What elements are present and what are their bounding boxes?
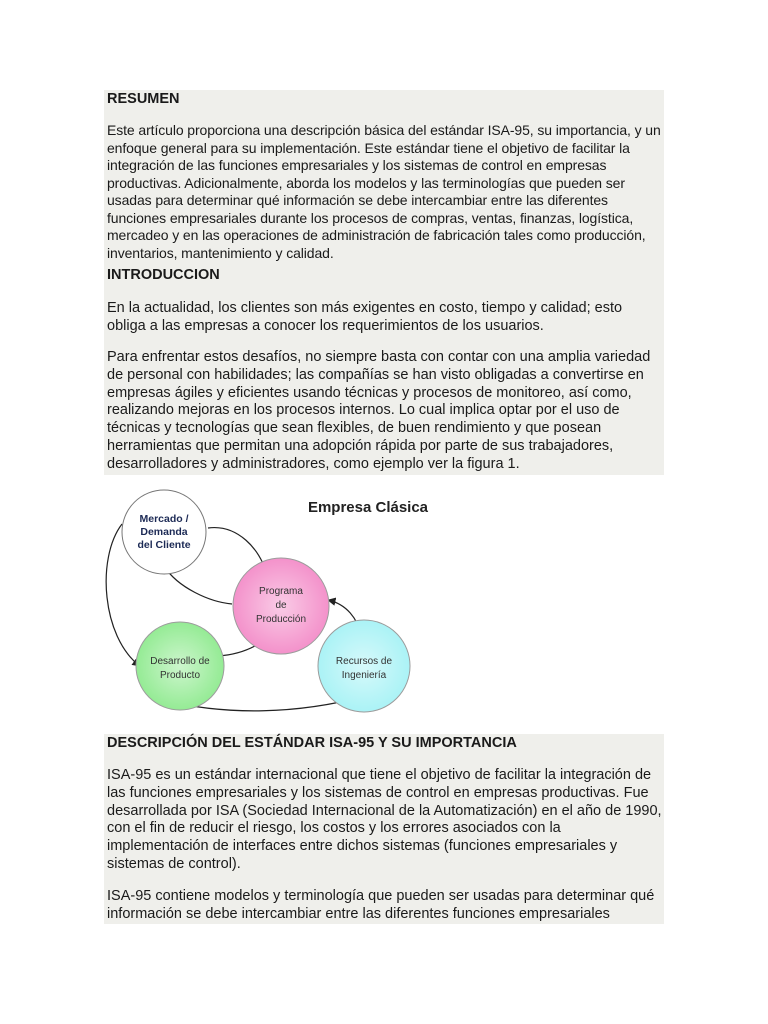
introduccion-paragraph-2: Para enfrentar estos desafíos, no siempre basta con contar con una amplia variedad de personal con habilidades; las compañías se han visto obligadas a convertirse en empresas ágiles y eficientes usando técnicas y procesos de monitoreo, así como, realizando mejoras en los procesos internos. Lo cual implica optar por el uso de técnicas y tecnologías que sean flexibles, de buen rendimiento y que posean herramientas que permitan una adopción rápida por parte de sus trabajadores, desarrolladores y administradores, como ejemplo ver la figura 1. xyxy=(107,349,651,472)
resumen-heading: RESUMEN xyxy=(107,91,180,107)
node-recursos-line-2: Ingeniería xyxy=(341,670,387,681)
node-programa-produccion xyxy=(233,558,329,654)
node-desarrollo-line-2: Producto xyxy=(159,670,201,681)
resumen-paragraph: Este artículo proporciona una descripción básica del estándar ISA-95, su importancia, y un enfoque general para su implementación. Este estándar tiene el objetivo de facilitar la integración de las funciones empresariales y los sistemas de control en empresas productivas. Adicionalmente, aborda los modelos y las terminologías que pueden ser usadas para determinar qué información se debe intercambiar entre las diferentes funciones empresariales durante los procesos de compras, ventas, finanzas, logística, mercadeo y en las operaciones de administración de fabricación tales como producción, inventarios, mantenimiento y calidad. xyxy=(107,122,661,261)
node-mercado-demanda xyxy=(122,490,206,574)
node-mercado-line-2: Demanda xyxy=(140,526,188,538)
descripcion-paragraph-2: ISA-95 contiene modelos y terminología que pueden ser usadas para determinar qué información se debe intercambiar entre las diferentes funciones empresariales xyxy=(107,888,655,922)
introduccion-heading: INTRODUCCION xyxy=(107,267,220,283)
node-desarrollo-line-1: Desarrollo de xyxy=(150,656,210,667)
introduccion-paragraph-1: En la actualidad, los clientes son más exigentes en costo, tiempo y calidad; esto obliga a las empresas a conocer los requerimientos de los usuarios. xyxy=(107,300,623,334)
node-programa-line-3: Producción xyxy=(255,614,307,625)
empresa-clasica-diagram xyxy=(98,488,458,718)
node-mercado-line-1: Mercado / xyxy=(139,513,189,525)
node-desarrollo-producto xyxy=(136,622,224,710)
descripcion-paragraph-1: ISA-95 es un estándar internacional que tiene el objetivo de facilitar la integración de las funciones empresariales y los sistemas de control en empresas productivas. Fue desarrollada por ISA (Sociedad Internacional de la Automatización) en el año de 1990, con el fin de reducir el riesgo, los costos y los errores asociados con la implementación de interfaces entre dichos sistemas (funciones empresariales y sistemas de control). xyxy=(107,767,662,872)
node-programa-line-1: Programa xyxy=(259,586,303,597)
figure-title: Empresa Clásica xyxy=(307,499,429,516)
node-recursos-ingenieria xyxy=(318,620,410,712)
node-mercado-line-3: del Cliente xyxy=(137,539,191,551)
node-recursos-line-1: Recursos de xyxy=(335,656,393,667)
node-programa-line-2: de xyxy=(275,600,287,611)
descripcion-heading: DESCRIPCIÓN DEL ESTÁNDAR ISA-95 Y SU IMPORTANCIA xyxy=(107,735,517,751)
